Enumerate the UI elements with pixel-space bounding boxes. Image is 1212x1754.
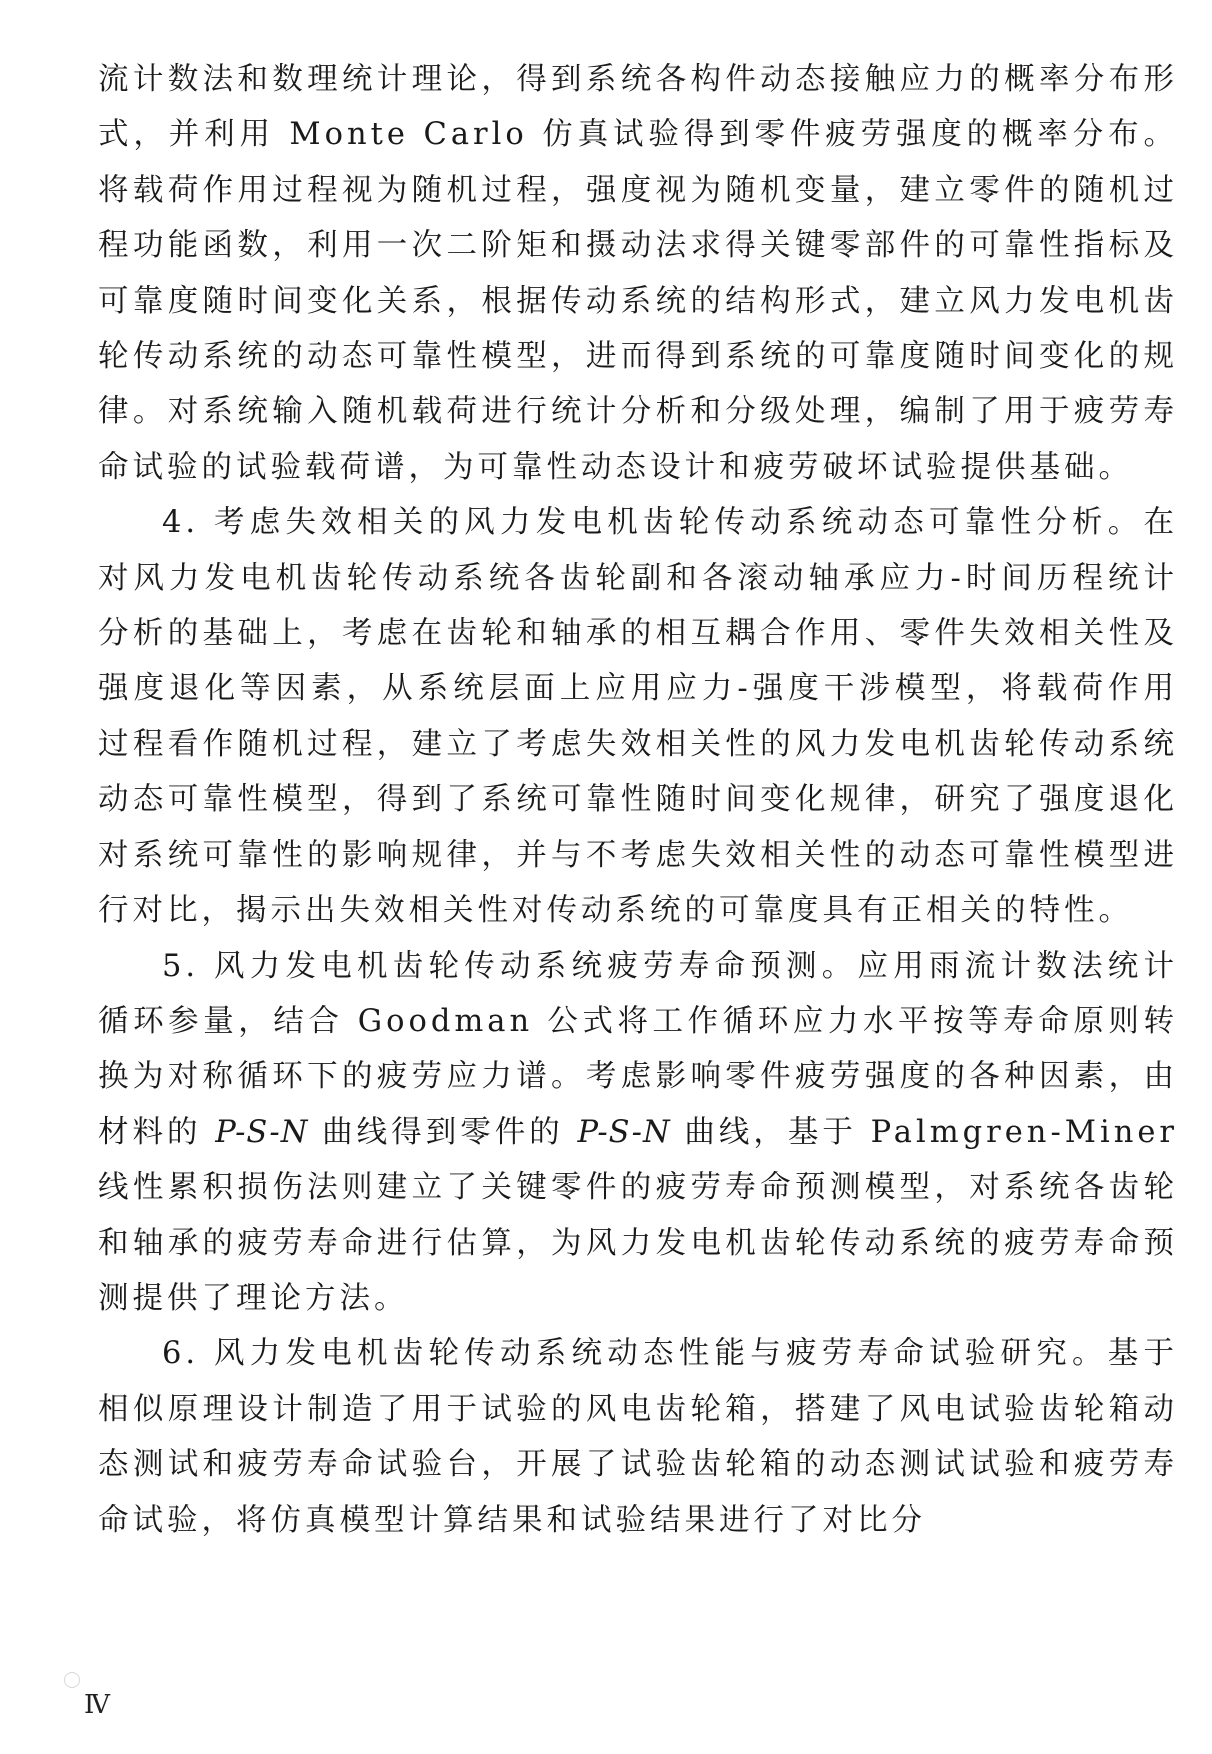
psn-term-part: P-S-N	[577, 1114, 671, 1150]
paragraph-item-5-segment-3: 曲线，基于 Palmgren-Miner 线性累积损伤法则建立了关键零件的疲劳寿命预测模型，对系统各齿轮和轴承的疲劳寿命进行估算，为风力发电机齿轮传动系统的疲劳寿命预测提供了理论方法。	[98, 1114, 1179, 1316]
scan-mark-circle	[64, 1672, 80, 1688]
psn-term-material: P-S-N	[215, 1114, 309, 1150]
paragraph-item-5-fatigue-life	[98, 939, 1178, 1327]
paragraph-item-6-experiments: 6. 风力发电机齿轮传动系统动态性能与疲劳寿命试验研究。基于相似原理设计制造了用于试验的风电齿轮箱，搭建了风电试验齿轮箱动态测试和疲劳寿命试验台，开展了试验齿轮箱的动态测试试验和疲劳寿命试验，将仿真模型计算结果和试验结果进行了对比分	[98, 1336, 1178, 1538]
paragraph-item-5-segment-1: 5. 风力发电机齿轮传动系统疲劳寿命预测。应用雨流计数法统计循环参量，结合 Goodman 公式将工作循环应力水平按等寿命原则转换为对称循环下的疲劳应力谱。考虑影响零件疲劳强度的各种因素，由材料的	[98, 948, 1178, 1150]
paragraph-item-4-failure-correlation: 4. 考虑失效相关的风力发电机齿轮传动系统动态可靠性分析。在对风力发电机齿轮传动系统各齿轮副和各滚动轴承应力-时间历程统计分析的基础上，考虑在齿轮和轴承的相互耦合作用、零件失效相关性及强度退化等因素，从系统层面上应用应力-强度干涉模型，将载荷作用过程看作随机过程，建立了考虑失效相关性的风力发电机齿轮传动系统动态可靠性模型，得到了系统可靠性随时间变化规律，研究了强度退化对系统可靠性的影响规律，并与不考虑失效相关性的动态可靠性模型进行对比，揭示出失效相关性对传动系统的可靠度具有正相关的特性。	[98, 505, 1178, 929]
page-number: Ⅳ	[84, 1690, 111, 1719]
paragraph-method-summary: 流计数法和数理统计理论，得到系统各构件动态接触应力的概率分布形式，并利用 Monte Carlo 仿真试验得到零件疲劳强度的概率分布。将载荷作用过程视为随机过程，强度视为随机变量，建立零件的随机过程功能函数，利用一次二阶矩和摄动法求得关键零部件的可靠性指标及可靠度随时间变化关系，根据传动系统的结构形式，建立风力发电机齿轮传动系统的动态可靠性模型，进而得到系统的可靠度随时间变化的规律。对系统输入随机载荷进行统计分析和分级处理，编制了用于疲劳寿命试验的试验载荷谱，为可靠性动态设计和疲劳破坏试验提供基础。	[98, 62, 1178, 485]
paragraph-item-5-segment-2: 曲线得到零件的	[308, 1114, 578, 1150]
document-body	[98, 52, 1178, 1548]
